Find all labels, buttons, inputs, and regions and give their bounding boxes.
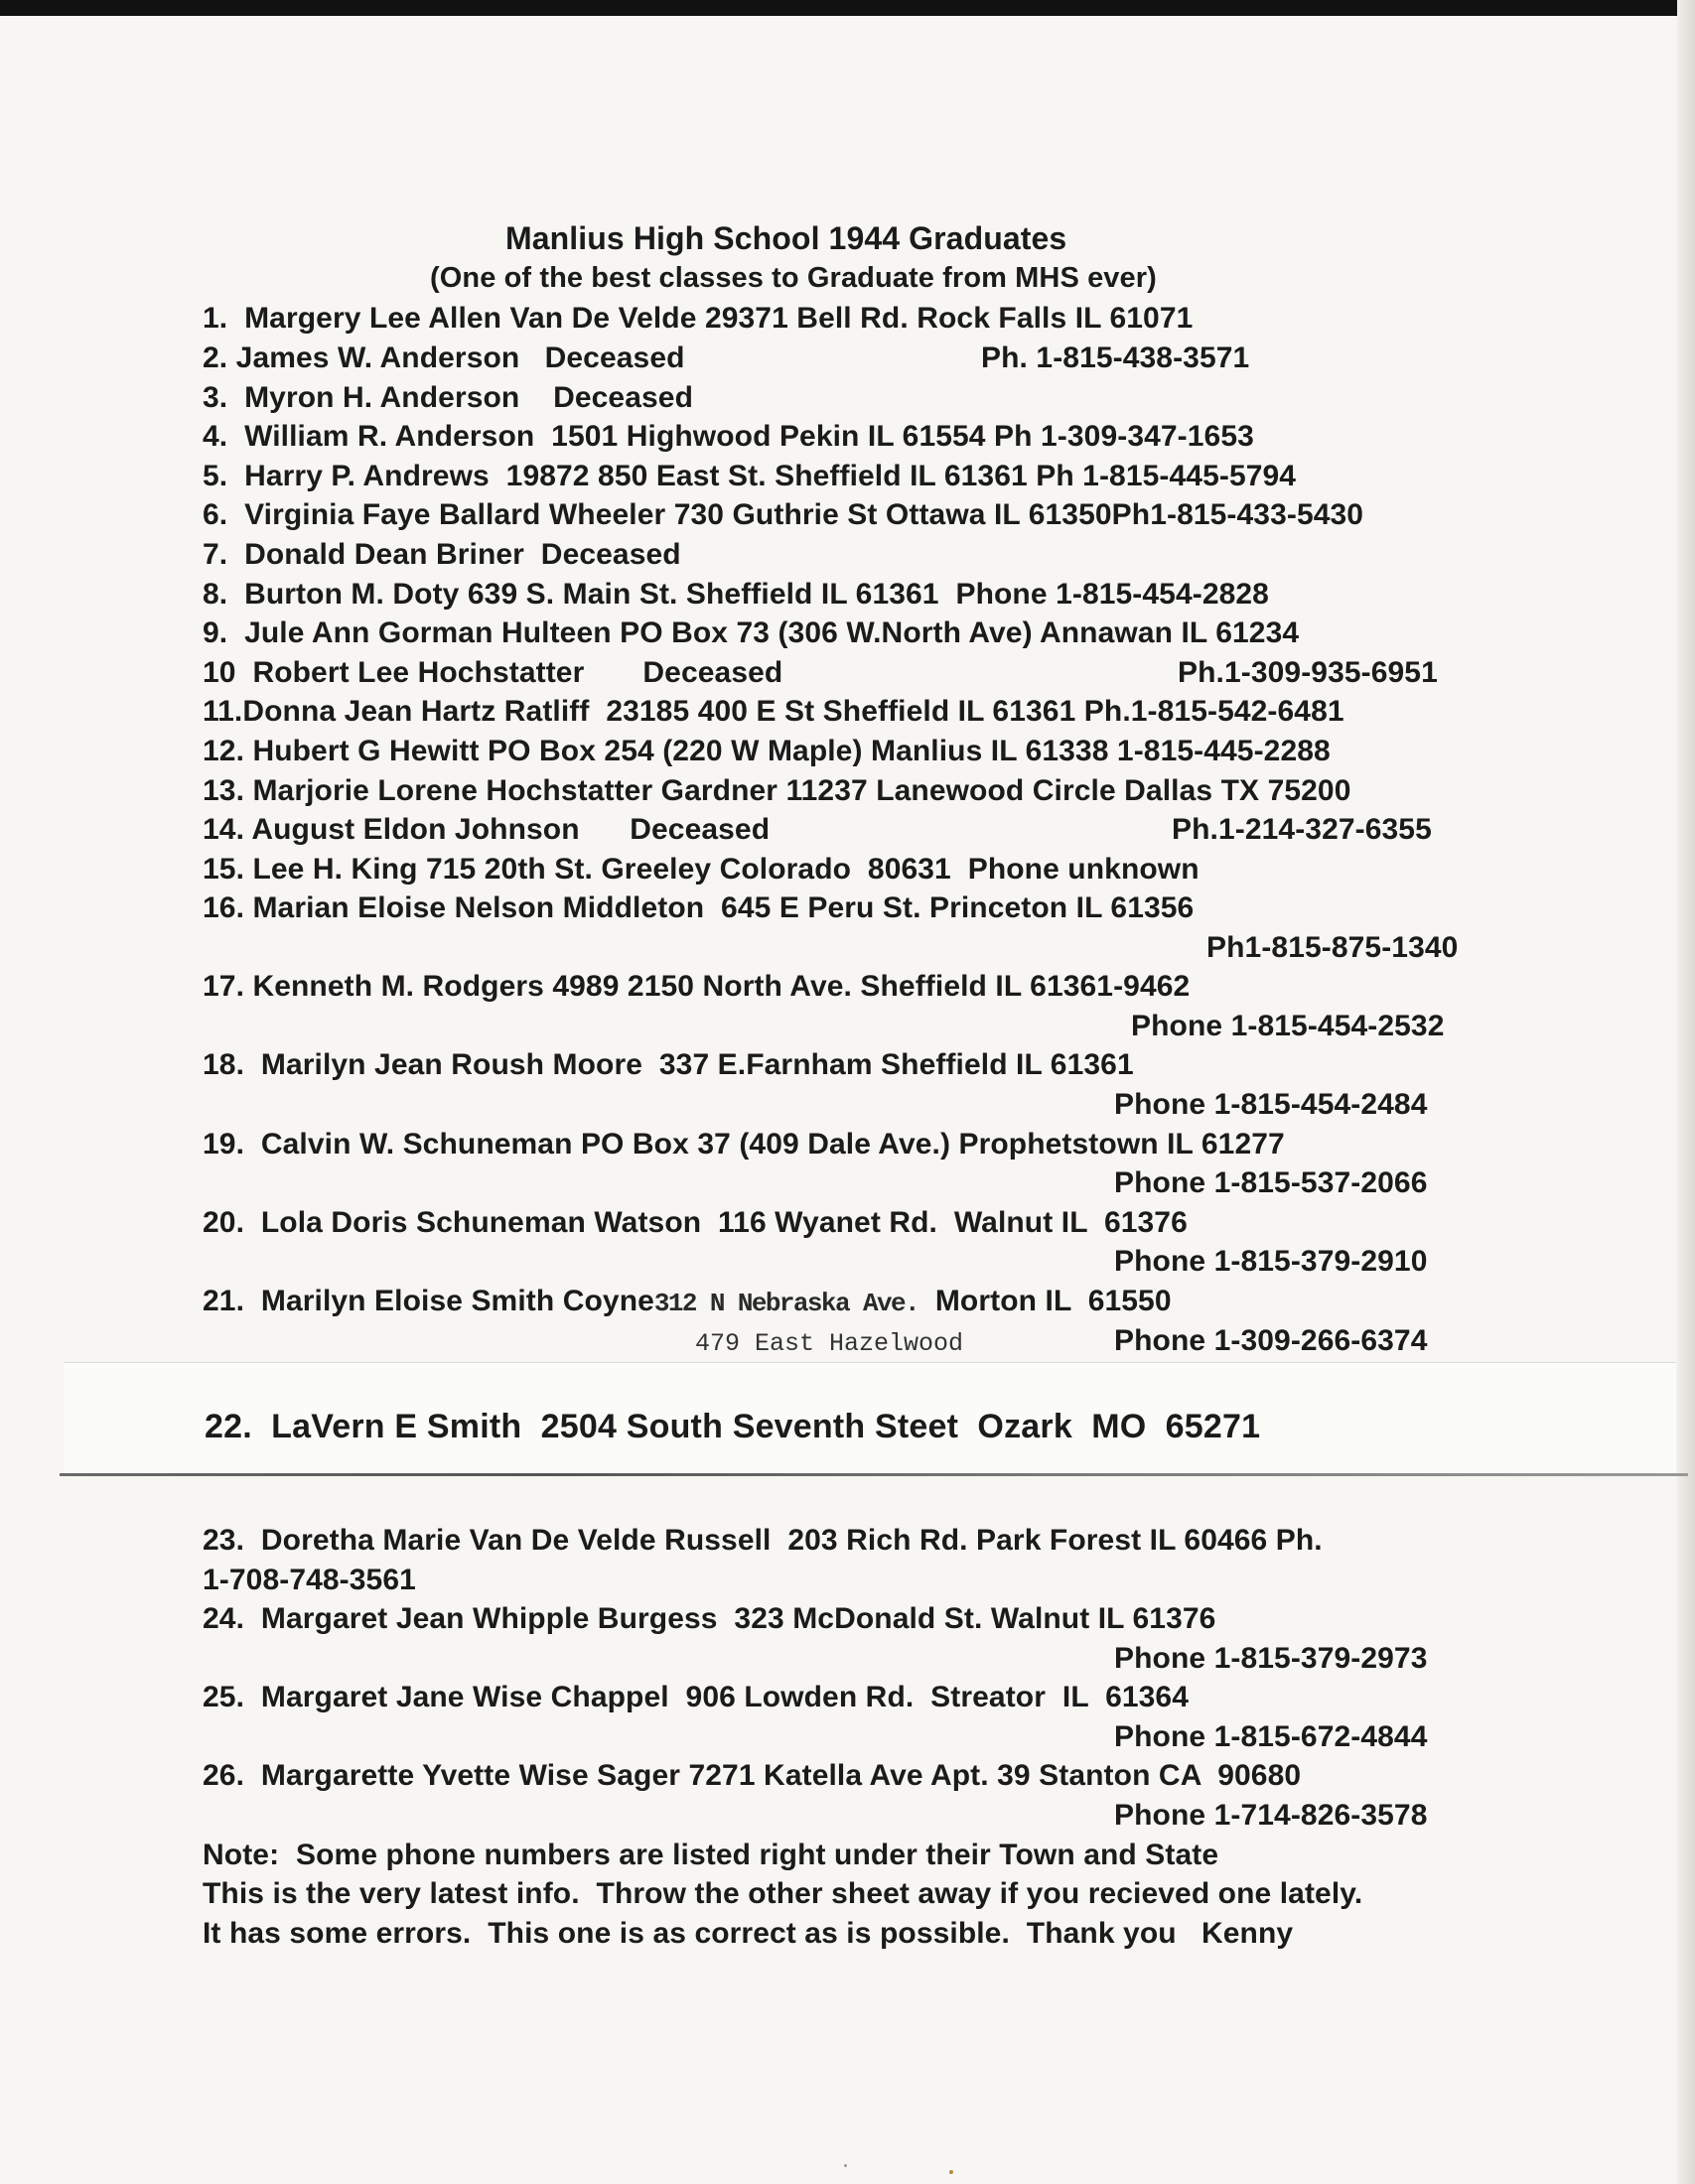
graduate-phone: Ph. 1-815-438-3571 <box>981 341 1250 374</box>
graduate-phone: Phone 1-815-672-4844 <box>1114 1720 1428 1753</box>
page-title: Manlius High School 1944 Graduates <box>505 220 1067 256</box>
scan-top-edge <box>0 0 1695 16</box>
graduate-entry: 6. Virginia Faye Ballard Wheeler 730 Guthrie St Ottawa IL 61350Ph1-815-433-5430 <box>203 498 1364 531</box>
graduate-entry: 9. Jule Ann Gorman Hulteen PO Box 73 (306 W.North Ave) Annawan IL 61234 <box>203 616 1300 649</box>
graduate-phone: Phone 1-815-379-2910 <box>1114 1245 1428 1278</box>
graduate-phone: Phone 1-815-454-2484 <box>1114 1088 1428 1121</box>
scan-right-edge <box>1677 0 1695 2184</box>
scan-speck <box>844 2164 847 2167</box>
graduate-entry: 10 Robert Lee Hochstatter Deceased <box>203 656 783 689</box>
graduate-phone: Phone 1-815-454-2532 <box>1131 1010 1445 1042</box>
graduate-entry: 8. Burton M. Doty 639 S. Main St. Sheffield IL 61361 Phone 1-815-454-2828 <box>203 578 1269 611</box>
graduate-entry: 4. William R. Anderson 1501 Highwood Pekin IL 61554 Ph 1-309-347-1653 <box>203 420 1254 453</box>
entry21-city: Morton IL 61550 <box>918 1285 1172 1317</box>
entry21-name: 21. Marilyn Eloise Smith Coyne <box>203 1285 654 1317</box>
graduate-entry: 16. Marian Eloise Nelson Middleton 645 E Peru St. Princeton IL 61356 <box>203 891 1195 924</box>
graduate-phone: Ph.1-309-935-6951 <box>1178 656 1438 689</box>
graduate-entry: 23. Doretha Marie Van De Velde Russell 203 Rich Rd. Park Forest IL 60466 Ph. <box>203 1524 1323 1557</box>
graduate-entry: 3. Myron H. Anderson Deceased <box>203 381 693 414</box>
graduate-entry-22: 22. LaVern E Smith 2504 South Seventh Steet Ozark MO 65271 <box>205 1408 1261 1445</box>
struck-address: 312 N Nebraska Ave. <box>653 1289 918 1318</box>
graduate-phone: Ph.1-214-327-6355 <box>1172 813 1432 846</box>
typed-address-correction: 479 East Hazelwood <box>695 1329 964 1358</box>
pasted-strip-edge <box>60 1473 1688 1476</box>
page-subtitle: (One of the best classes to Graduate from MHS ever) <box>430 262 1157 294</box>
graduate-entry: 26. Margarette Yvette Wise Sager 7271 Katella Ave Apt. 39 Stanton CA 90680 <box>203 1759 1302 1792</box>
graduate-entry: 2. James W. Anderson Deceased <box>203 341 685 374</box>
note-line: Note: Some phone numbers are listed right under their Town and State <box>203 1839 1219 1871</box>
graduate-entry: 19. Calvin W. Schuneman PO Box 37 (409 Dale Ave.) Prophetstown IL 61277 <box>203 1128 1285 1160</box>
graduate-phone: Phone 1-309-266-6374 <box>1114 1324 1428 1357</box>
graduate-entry: 14. August Eldon Johnson Deceased <box>203 813 771 846</box>
graduate-entry: 20. Lola Doris Schuneman Watson 116 Wyanet Rd. Walnut IL 61376 <box>203 1206 1188 1239</box>
graduate-entry: 11.Donna Jean Hartz Ratliff 23185 400 E St Sheffield IL 61361 Ph.1-815-542-6481 <box>203 695 1344 728</box>
note-line: It has some errors. This one is as correct as is possible. Thank you Kenny <box>203 1917 1294 1950</box>
graduate-entry: 12. Hubert G Hewitt PO Box 254 (220 W Maple) Manlius IL 61338 1-815-445-2288 <box>203 735 1331 767</box>
scan-speck <box>949 2170 953 2174</box>
graduate-entry: 5. Harry P. Andrews 19872 850 East St. Sheffield IL 61361 Ph 1-815-445-5794 <box>203 460 1297 492</box>
graduate-entry: 13. Marjorie Lorene Hochstatter Gardner 11237 Lanewood Circle Dallas TX 75200 <box>203 774 1351 807</box>
graduate-entry: 25. Margaret Jane Wise Chappel 906 Lowden Rd. Streator IL 61364 <box>203 1681 1189 1713</box>
graduate-entry: 7. Donald Dean Briner Deceased <box>203 538 681 571</box>
graduate-phone: Phone 1-714-826-3578 <box>1114 1799 1428 1832</box>
note-line: This is the very latest info. Throw the other sheet away if you recieved one lately. <box>203 1877 1363 1910</box>
graduate-phone: Phone 1-815-379-2973 <box>1114 1642 1428 1675</box>
graduate-entry: 1. Margery Lee Allen Van De Velde 29371 Bell Rd. Rock Falls IL 61071 <box>203 302 1194 335</box>
graduate-phone: Phone 1-815-537-2066 <box>1114 1166 1428 1199</box>
graduate-entry-21 <box>203 1284 1172 1321</box>
graduate-entry-continuation: 1-708-748-3561 <box>203 1564 416 1596</box>
graduate-entry: 17. Kenneth M. Rodgers 4989 2150 North Ave. Sheffield IL 61361-9462 <box>203 970 1191 1003</box>
graduate-entry: 15. Lee H. King 715 20th St. Greeley Colorado 80631 Phone unknown <box>203 853 1200 886</box>
graduate-entry: 18. Marilyn Jean Roush Moore 337 E.Farnham Sheffield IL 61361 <box>203 1048 1134 1081</box>
graduate-entry: 24. Margaret Jean Whipple Burgess 323 McDonald St. Walnut IL 61376 <box>203 1602 1216 1635</box>
graduate-phone: Ph1-815-875-1340 <box>1206 931 1459 964</box>
